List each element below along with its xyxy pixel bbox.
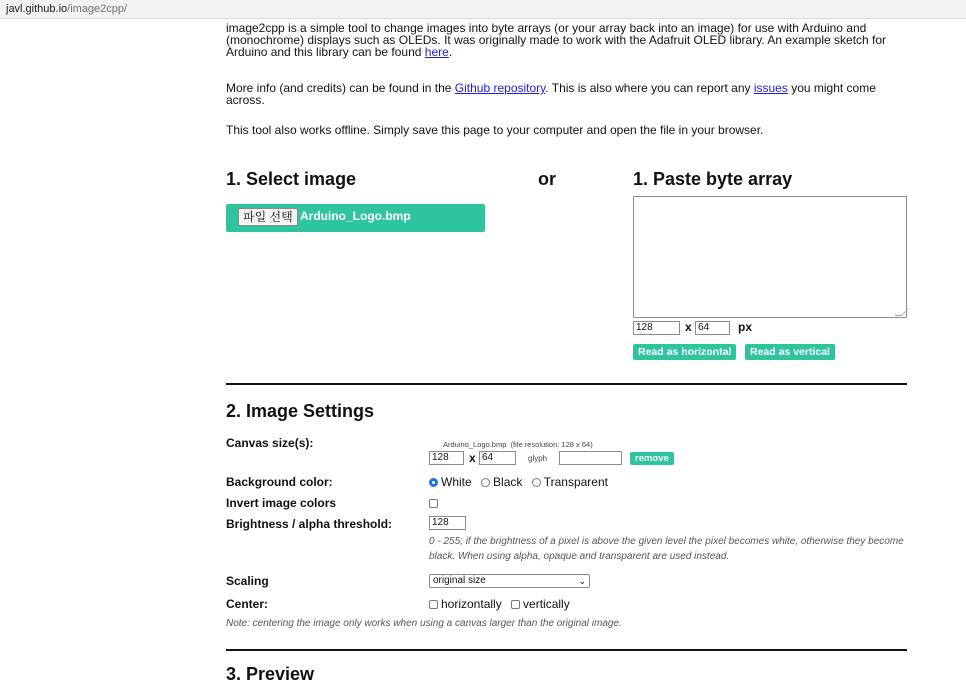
threshold-label: Brightness / alpha threshold: [226,517,393,531]
bg-option-black[interactable]: Black [481,475,522,489]
canvas-size-label: Canvas size(s): [226,436,314,450]
paste-height-input[interactable]: 64 [695,321,730,335]
checkbox-icon[interactable] [429,600,438,609]
bg-option-white[interactable]: White [429,475,472,489]
choose-file-button[interactable]: 파일 선택 [238,208,298,226]
threshold-note: 0 - 255; if the brightness of a pixel is above the given level the pixel becomes white, otherwise they become black. When using alpha, opaque and transparent are used instead. [429,536,904,562]
glyph-input[interactable] [559,451,622,465]
radio-icon[interactable] [481,478,490,487]
byte-array-textarea[interactable] [633,196,907,318]
section-divider-2 [226,649,907,651]
background-color-options [429,475,614,489]
paste-unit-label: px [738,320,753,334]
read-as-horizontal-button[interactable]: Read as horizontal [633,344,736,360]
checkbox-icon[interactable] [429,499,438,508]
chevron-down-icon: ⌄ [578,576,586,586]
github-repository-link[interactable]: Github repository [454,81,546,95]
canvas-width-input[interactable]: 128 [429,451,464,465]
file-upload-area [226,204,485,232]
invert-colors-label: Invert image colors [226,496,337,510]
address-bar[interactable] [0,0,966,19]
here-link[interactable]: here [424,45,449,59]
section-divider-1 [226,383,907,385]
center-horizontally-option[interactable]: horizontally [429,597,502,611]
center-options [429,597,576,611]
intro-paragraph-1: image2cpp is a simple tool to change images into byte arrays (or your array back into an image) for use with Arduino and (monochrome) displays such as OLEDs. It was originally made to work with the Adafruit OLED library. An example sketch for Arduino and this library can be found here. [226,21,887,59]
scaling-select[interactable] [429,574,590,588]
glyph-label: glyph [528,454,548,463]
image-settings-heading: 2. Image Settings [226,401,375,421]
background-color-label: Background color: [226,475,333,489]
center-vertically-option[interactable]: vertically [511,597,570,611]
canvas-file-name: Arduino_Logo.bmp [443,440,507,449]
paste-x-label: x [685,320,692,334]
center-label: Center: [226,597,269,611]
issues-link[interactable]: issues [753,81,788,95]
select-image-heading: 1. Select image [226,169,357,189]
invert-colors-checkbox[interactable] [429,496,441,510]
intro-paragraph-2: More info (and credits) can be found in the Github repository. This is also where you can report any issues you might come across. [226,81,876,107]
resize-handle-icon[interactable] [895,309,909,316]
canvas-file-info [443,440,593,449]
center-note: Note: centering the image only works when using a canvas larger than the original image. [226,618,622,629]
intro-paragraph-3: This tool also works offline. Simply save this page to your computer and open the file in your browser. [226,123,764,137]
radio-selected-icon[interactable] [429,478,438,487]
url-host: javl.github.io [6,3,68,15]
paste-byte-array-heading: 1. Paste byte array [633,169,793,189]
canvas-x-label: x [469,451,476,465]
scaling-label: Scaling [226,574,269,588]
remove-button[interactable]: remove [630,452,674,465]
radio-icon[interactable] [532,478,541,487]
or-label: or [538,169,556,189]
canvas-height-input[interactable]: 64 [479,451,516,465]
paste-width-input[interactable]: 128 [633,321,680,335]
selected-file-name: Arduino_Logo.bmp [300,209,411,223]
bg-option-transparent[interactable]: Transparent [532,475,608,489]
read-as-vertical-button[interactable]: Read as vertical [745,344,835,360]
url-path: /image2cpp/ [67,3,128,15]
canvas-file-resolution: (file resolution: 128 x 64) [510,440,593,449]
scaling-value: original size [433,575,486,586]
checkbox-icon[interactable] [511,600,520,609]
preview-heading: 3. Preview [226,664,315,684]
threshold-input[interactable]: 128 [429,516,466,530]
